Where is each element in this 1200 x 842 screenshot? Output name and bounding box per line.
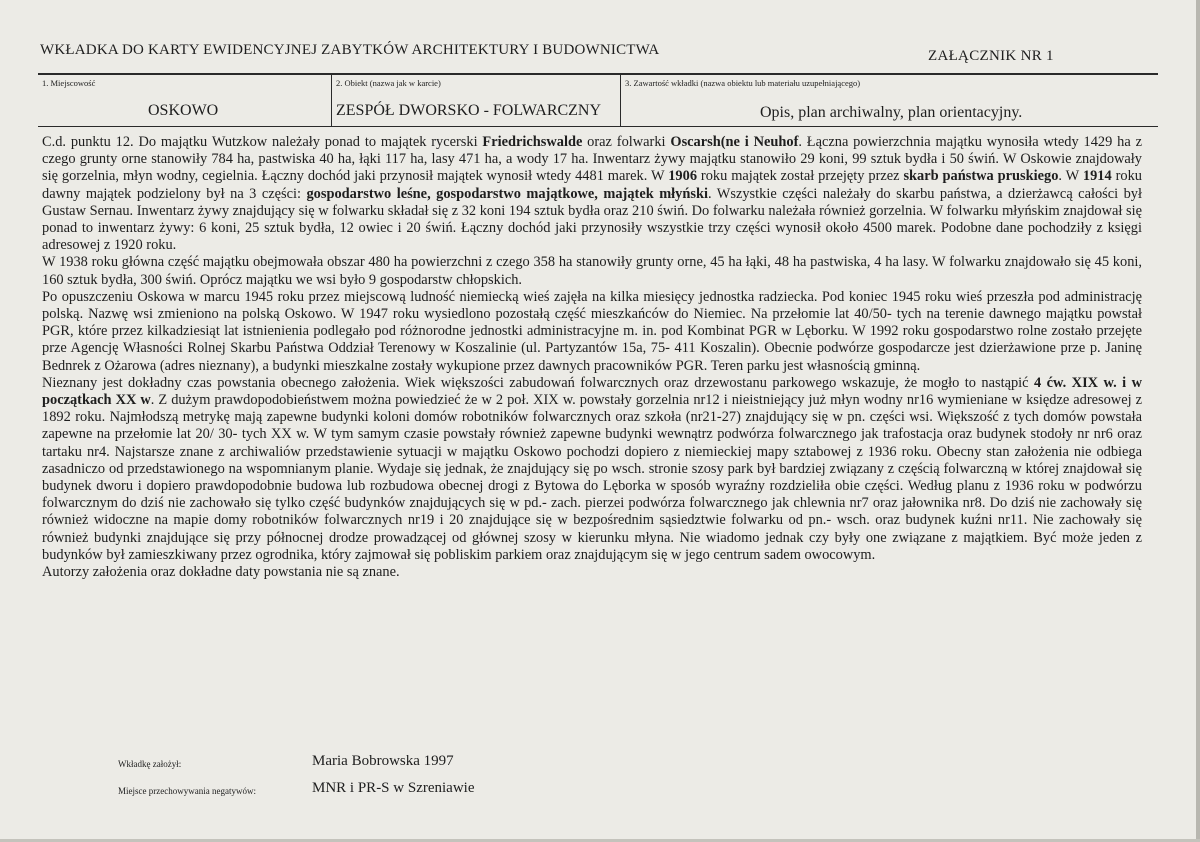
header-bottom-rule <box>38 126 1158 127</box>
field-divider-2 <box>620 74 621 126</box>
text-run: . Z dużym prawdopodobieństwem można powiedzieć że w 2 poł. XIX w. powstały gorzelnia nr12 i nieistniejący już młyn wodny nr16 wymieniane w księdze adresowej z 1892 roku. Najmłodszą metrykę mają zapewne budynki koloni domów robotników folwarcznych oraz szkoła (nr21-27) znajdujący się w pn. części wsi. Większość z tych domów powstała zapewne na przełomie lat 20/ 30- tych XX w. W tym samym czasie powstały również zapewne budynki wewnątrz podwórza folwarcznego jak trafostacja oraz budynek stodoły nr nr6 oraz tartaku nr4. Najstarsze znane z archiwaliów przedstawienie sytuacji w majątku Oskowo pochodzi dopiero z niemieckiej mapy sztabowej z 1936 roku. Obecny stan założenia nie odbiega zasadniczo od przedstawionego na wspomnianym planie. Wydaje się jednak, że znajdujący się po wsch. stronie szosy park był bardziej związany z częścią folwarczną w której znajdował się budynek dworu i dopiero prawdopodobnie budowa lub rozbudowa obecnej drogi z Bytowa do Lęborka w sposób wyraźny rozdzieliła obie części. Według planu z 1936 roku w podwórzu folwarcznym do dziś nie zachowało się tylko część budynków znajdujących się w pd.- zach. pierzei podwórza folwarcznego jak chlewnia nr7 oraz jałownika nr8. Do dziś nie zachowały się również widoczne na mapie domy robotników folwarcznych nr19 i 20 znajdujące się w bezpośrednim sąsiedztwie folwarku od pn.- wsch. oraz budynek kuźni nr11. Nie zachowały się również budynki znajdujące się przy północnej drodze prowadzącej od głównej szosy w kierunku młyna. Nie wiadomo jednak czy były one związane z majątkiem. Być może jeden z budynków był zamieszkiwany przez ogrodnika, który zajmował się pobliskim parkiem oraz znajdującym się w jego centrum sadem owocowym. <box>42 392 1142 563</box>
page-edge-shadow <box>1196 0 1200 842</box>
text-run: oraz folwarki <box>582 134 671 150</box>
bold-run: 1906 <box>668 168 698 185</box>
text-run: roku majątek został przejęty przez <box>697 168 904 185</box>
attachment-number: ZAŁĄCZNIK NR 1 <box>928 48 1054 64</box>
author-value: Maria Bobrowska 1997 <box>312 753 454 769</box>
paragraph-post-war: Po opuszczeniu Oskowa w marcu 1945 roku przez miejscową ludność niemiecką wieś zajęła na kilka miesięcy jednostka radziecka. Pod koniec 1945 roku wieś przeszła pod administrację polską. Nazwę wsi zmieniono na polską Oskowo. W 1947 roku wysiedlono pozostałą część mieszkańców do Niemiec. Na przełomie lat 40/50- tych na terenie dawnego majątku powstał PGR, które przez kilkadziesiąt lat istnienienia podlegało pod różnorodne jednostki administracyjne m. in. pod Kombinat PGR w Lęborku. W 1992 roku gospodarstwo rolne zostało przejęte prze Agencję Własności Rolnej Skarbu Państwa Oddział Terenowy w Koszalinie (ul. Partyzantów 15a, 75- 411 Koszalin). Obecnie podwórze gospodarcze jest dzierżawione prze p. Janinę Bednrek z Ożarowa (adres nieznany), a budynki mieszkalne zostały wykupione przez dawnych pracowników PGR. Teren parku jest własnością gminną. <box>42 288 1142 374</box>
description-body <box>42 134 1142 581</box>
content-value: Opis, plan archiwalny, plan orientacyjny. <box>760 104 1023 121</box>
text-run: . Łączna powierzchnia majątku wynosiła wtedy 1429 ha z czego grunty orne stanowiły 784 ha, pastwiska 40 ha, łąki 117 ha, lasy 471 ha, a wody 17 ha. Inwentarz żywy majątku stanowiło 29 koni, 99 sztuk bydła i 50 świń. W Oskowie znajdowały się gorzelnia, młyn wodny, cegielnia. Łączny dochód jaki przynosił majątek wynosił wtedy 4481 marek. W <box>42 134 1142 185</box>
bold-run: Oscarsh(ne i Neuhof <box>670 134 799 150</box>
bold-run: Friedrichswalde <box>482 134 583 150</box>
bold-run: 1914 <box>1082 168 1112 185</box>
text-run: . W <box>1058 168 1083 185</box>
paragraph-history-ownership <box>42 134 1142 254</box>
paragraph-authors: Autorzy założenia oraz dokładne daty powstania nie są znane. <box>42 564 400 581</box>
text-run: Nieznany jest dokładny czas powstania obecnego założenia. Wiek większości zabudowań folwarcznych oraz drzewostanu parkowego wskazuje, że mogło to nastąpić <box>42 374 1035 391</box>
paragraph-dating <box>42 375 1142 564</box>
content-label: 3. Zawartość wkładki (nazwa obiektu lub materiału uzupełniającego) <box>625 78 861 88</box>
text-run: . Wszystkie części należały do skarbu państwa, a dzierżawcą całości był Gustaw Sernau. Inwentarz żywy znajdujący się w folwarku składał się z 32 koni 194 sztuk bydła oraz 210 świń. Do folwarku należała również gorzelnia. W folwarku młyńskim znajdował się ponad to inwentarz żywy: 6 koni, 25 sztuk bydła, 12 owiec i 20 świń. Łączny dochód jaki przynosiły wszystkie trzy części wynosił około 4500 marek. Podobne dane pochodziły z księgi adresowej z 1920 roku. <box>42 185 1142 254</box>
storage-value: MNR i PR-S w Szreniawie <box>312 780 475 796</box>
text-run: C.d. punktu 12. Do majątku Wutzkow należały ponad to majątek rycerski <box>42 134 483 150</box>
field-divider-1 <box>331 74 332 126</box>
place-label: 1. Miejscowość <box>42 78 96 88</box>
place-value: OSKOWO <box>148 102 219 119</box>
bold-run: gospodarstwo leśne, gospodarstwo majątkowe, majątek młyński <box>306 185 708 202</box>
document-title: WKŁADKA DO KARTY EWIDENCYJNEJ ZABYTKÓW ARCHITEKTURY I BUDOWNICTWA <box>40 42 660 58</box>
object-label: 2. Obiekt (nazwa jak w karcie) <box>336 78 441 88</box>
storage-label: Miejsce przechowywania negatywów: <box>118 786 256 796</box>
paragraph-1938: W 1938 roku główna część majątku obejmowała obszar 480 ha powierzchni z czego 358 ha stanowiły grunty orne, 45 ha łąki, 48 ha pastwiska, 4 ha lasy. W folwarku znajdowało się 45 koni, 160 sztuk bydła, 300 świń. Oprócz majątku we wsi było 9 gospodarstw chłopskich. <box>42 254 1142 288</box>
text-run: roku dawny majątek podzielony był na 3 części: <box>42 168 1142 202</box>
object-value: ZESPÓŁ DWORSKO - FOLWARCZNY <box>336 102 602 119</box>
header-top-rule <box>38 73 1158 75</box>
author-label: Wkładkę założył: <box>118 759 182 769</box>
bold-run: skarb państwa pruskiego <box>903 168 1059 185</box>
bold-run: 4 ćw. XIX w. i w początkach XX w <box>42 374 1142 409</box>
